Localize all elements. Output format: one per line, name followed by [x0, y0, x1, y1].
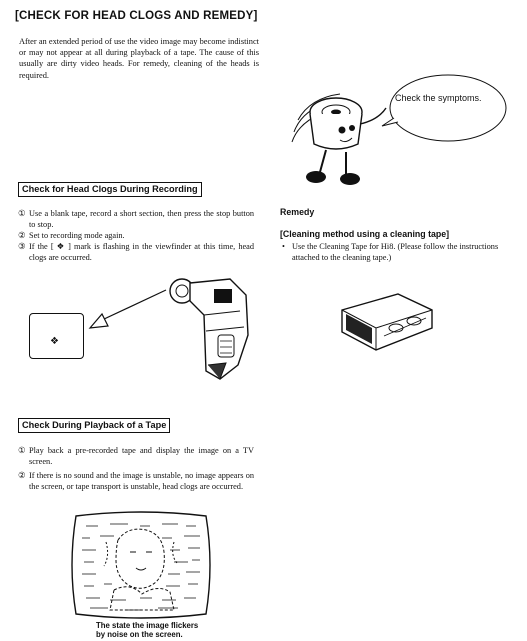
speech-bubble-text: Check the symptoms.: [395, 93, 482, 103]
remedy-heading: Remedy: [280, 207, 315, 217]
playback-check-heading: Check During Playback of a Tape: [18, 418, 170, 433]
list-item: ② Set to recording mode again.: [18, 231, 125, 240]
viewfinder-screen: [29, 313, 84, 359]
head-clog-mark-icon: ❖: [50, 336, 59, 347]
playback-steps-list: [18, 445, 254, 492]
cleaning-instruction: • Use the Cleaning Tape for Hi8. (Please follow the instructions attached to the cleaning tape.): [282, 242, 499, 262]
recording-steps-list: [18, 208, 254, 263]
speech-bubble-shape: [386, 72, 508, 144]
arrow-icon: [88, 288, 168, 336]
page-title: [CHECK FOR HEAD CLOGS AND REMEDY]: [15, 10, 258, 22]
list-item: ② If there is no sound and the image is unstable, no image appears on the screen, or tape transport is unstable, head clogs are occurred.: [18, 471, 254, 491]
bullet-mark: •: [282, 242, 285, 251]
list-item: ① Use a blank tape, record a short section, then press the stop button to stop.: [18, 209, 254, 229]
camcorder-icon: [160, 275, 256, 383]
cleaning-method-heading: [Cleaning method using a cleaning tape]: [280, 229, 450, 239]
list-item: ① Play back a pre-recorded tape and display the image on a TV screen.: [18, 446, 254, 466]
cleaning-tape-cassette-icon: [338, 292, 436, 354]
list-item: ③ If the [ ❖ ] mark is flashing in the viewfinder at this time, head clogs are occurred.: [18, 242, 254, 262]
recording-check-heading: Check for Head Clogs During Recording: [18, 182, 202, 197]
tv-noise-caption: The state the image flickers by noise on the screen.: [96, 621, 199, 639]
tv-noise-screen-icon: [70, 512, 212, 618]
intro-paragraph: After an extended period of use the video image may become indistinct or may not appear at all during playback of a tape. The cause of this usually are dirty video heads. For remedy, cleaning of the heads is required.: [19, 37, 259, 80]
